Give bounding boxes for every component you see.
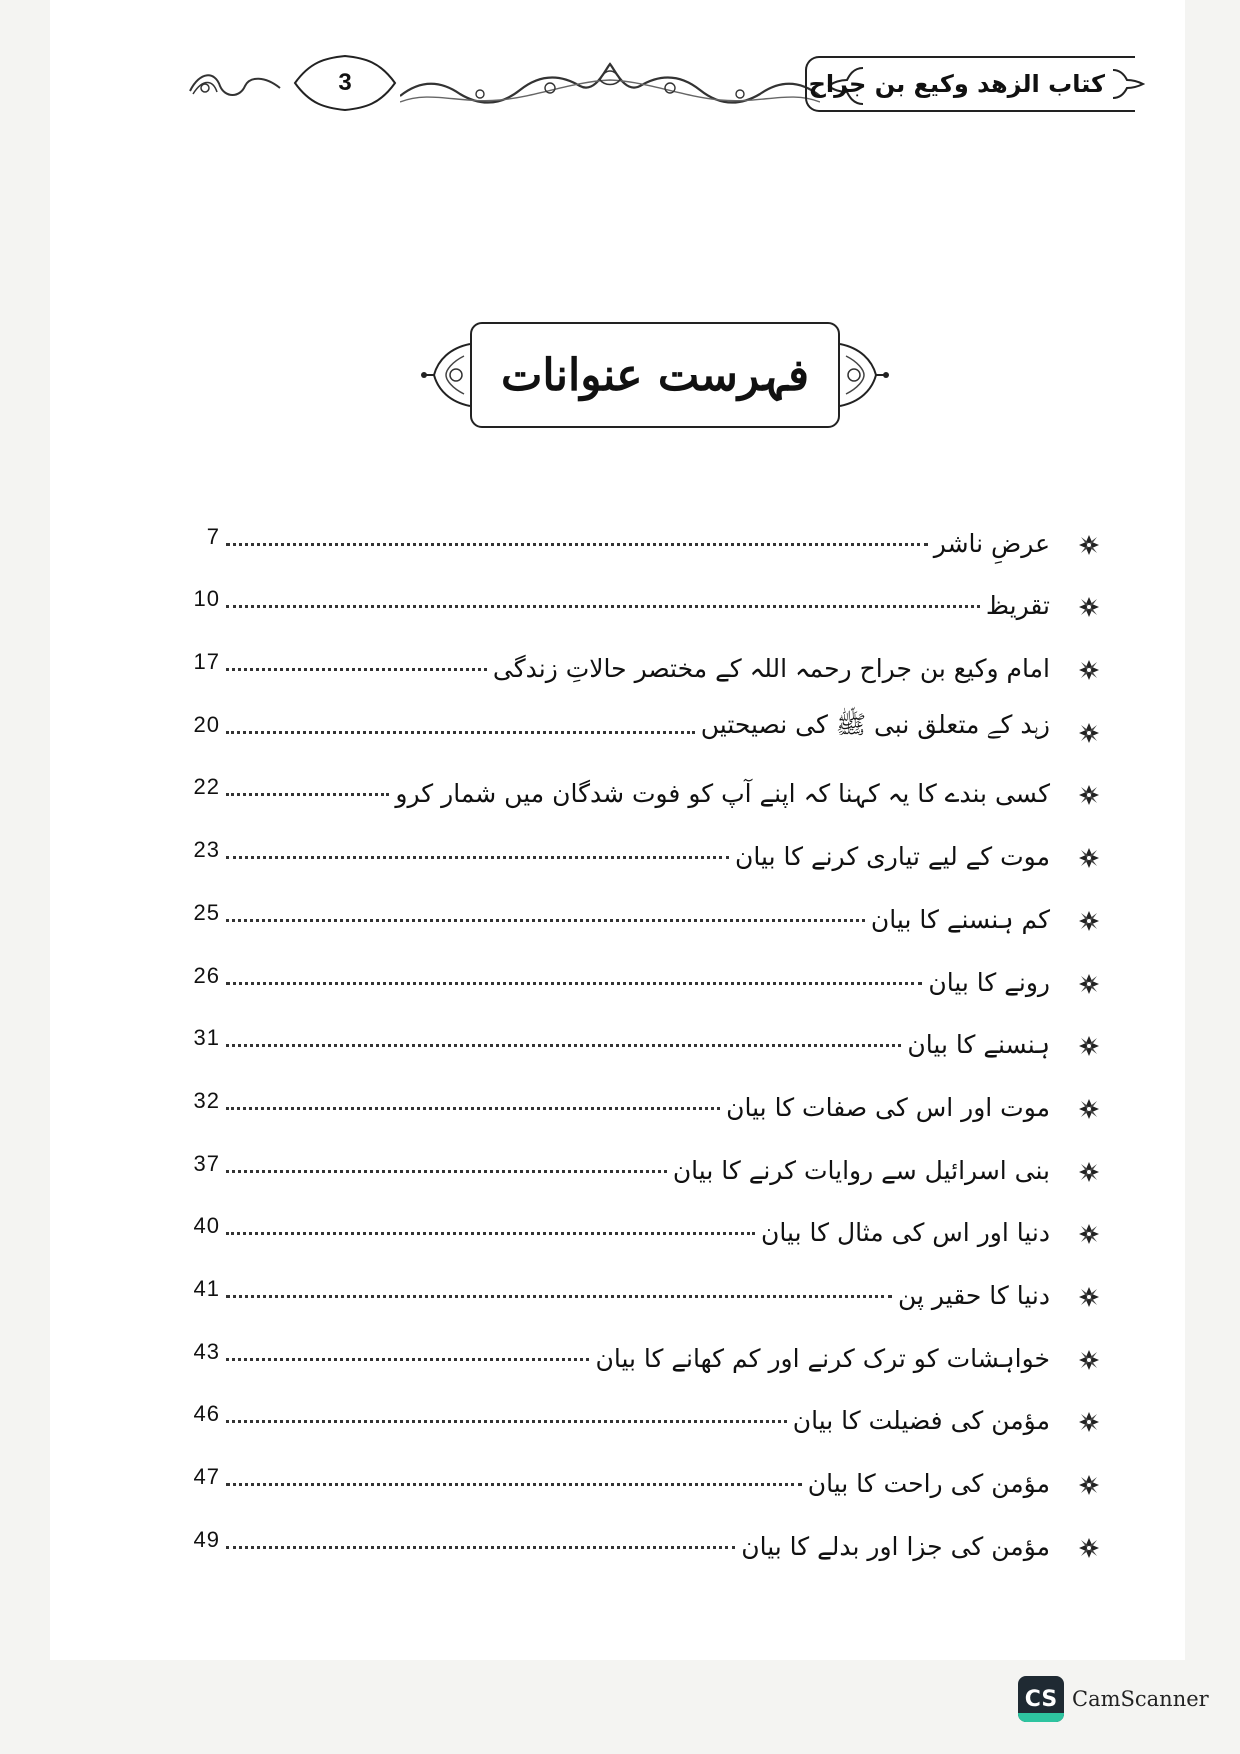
dot-leader [226,1295,892,1298]
camscanner-watermark [1018,1676,1209,1722]
title-frame [470,322,840,428]
toc-page-number: 20 [193,711,220,737]
dot-leader [226,1107,720,1110]
toc-entry-title: موت کے لیے تیاری کرنے کا بیان [735,842,1050,872]
toc-entry-title: بنی اسرائیل سے روایات کرنے کا بیان [672,1155,1050,1185]
toc-entry-title: دنیا اور اس کی مثال کا بیان [761,1218,1050,1248]
toc-entry-title: مؤمن کی راحت کا بیان [807,1469,1050,1498]
toc-page-number: 37 [193,1150,220,1176]
dot-leader [226,1420,787,1423]
toc-entry[interactable] [170,1195,1100,1258]
toc-entry[interactable] [170,1320,1100,1383]
dot-leader [226,919,865,922]
toc-entry[interactable] [170,1445,1100,1508]
toc-entry-title: مؤمن کی فضیلت کا بیان [792,1406,1050,1436]
toc-entry[interactable] [170,693,1100,756]
toc-page-number: 10 [193,586,220,612]
book-title: کتاب الزھد وکیع بن جراح [808,70,1105,98]
toc-entry-title: امام وکیع بن جراح رحمہ اللہ کے مختصر حالاتِ زندگی [492,654,1050,684]
floral-ornament-icon [420,340,472,410]
toc-page-number: 22 [193,774,220,800]
toc-page-number: 7 [206,523,220,549]
toc-entry-title: کم ہنسنے کا بیان [870,904,1050,934]
toc-entry[interactable] [170,1257,1100,1320]
ornamental-star-icon [1078,722,1100,744]
dot-leader [226,731,695,734]
toc-entry-title: کسی بندے کا یہ کہنا کہ اپنے آپ کو فوت شدگان میں شمار کرو [395,779,1050,809]
page-title: فہرست عنوانات [500,349,810,401]
dot-leader [226,1044,901,1047]
toc-page-number: 17 [193,649,220,675]
camscanner-label: CamScanner [1072,1687,1209,1711]
ornamental-star-icon [1078,1161,1100,1183]
toc-entry[interactable] [170,630,1100,693]
toc-entry-title: خواہشات کو ترک کرنے اور کم کھانے کا بیان [595,1343,1050,1373]
dot-leader [226,793,389,796]
dot-leader [226,543,928,546]
toc-page-number: 41 [193,1275,220,1301]
toc-entry-title: مؤمن کی جزا اور بدلے کا بیان [741,1531,1050,1561]
book-title-frame [805,56,1135,112]
toc-entry[interactable] [170,1383,1100,1446]
camscanner-logo-icon: CS [1018,1676,1064,1722]
page-header [185,52,1135,122]
toc-entry[interactable] [170,505,1100,568]
ornamental-star-icon [1078,973,1100,995]
ornamental-star-icon [1078,1474,1100,1496]
page-number-cartouche [285,52,405,114]
ornamental-star-icon [1078,1098,1100,1120]
dot-leader [226,1483,802,1486]
toc-title-cartouche [420,322,890,432]
ornamental-star-icon [1078,1537,1100,1559]
toc-entry[interactable] [170,1007,1100,1070]
toc-entry[interactable] [170,944,1100,1007]
dot-leader [226,1546,735,1549]
ornamental-star-icon [1078,1223,1100,1245]
dot-leader [226,856,729,859]
ornamental-star-icon [1078,1286,1100,1308]
toc-page-number: 26 [193,962,220,988]
toc-entry[interactable] [170,568,1100,631]
toc-entry[interactable] [170,818,1100,881]
arabesque-ornament-icon [400,60,820,112]
ornamental-star-icon [1078,784,1100,806]
dot-leader [226,1170,667,1173]
toc-entry-title: رونے کا بیان [928,967,1050,997]
floral-ornament-icon [838,340,890,410]
ornamental-star-icon [1078,1035,1100,1057]
toc-page-number: 46 [193,1401,220,1427]
ornamental-star-icon [1078,659,1100,681]
toc-entry-title: دنیا کا حقیر پن [897,1280,1050,1310]
toc-entry-title: زہد کے متعلق نبی ﷺ کی نصیحتیں [700,709,1050,739]
dot-leader [226,668,487,671]
toc-entry[interactable] [170,881,1100,944]
toc-entry-title: موت اور اس کی صفات کا بیان [726,1092,1050,1122]
toc-page-number: 49 [193,1526,220,1552]
toc-page-number: 23 [193,837,220,863]
ornamental-star-icon [1078,596,1100,618]
toc-page-number: 31 [193,1025,220,1051]
toc-entry[interactable] [170,1508,1100,1571]
dot-leader [226,982,922,985]
toc-entry-title: تقریظ [985,591,1050,621]
ornamental-star-icon [1078,1349,1100,1371]
toc-page-number: 40 [193,1213,220,1239]
toc-page-number: 47 [193,1464,220,1489]
dot-leader [226,605,980,608]
dot-leader [226,1232,755,1235]
toc-page-number: 32 [193,1087,220,1113]
toc-entry[interactable] [170,1132,1100,1195]
ornamental-star-icon [1078,910,1100,932]
dot-leader [226,1358,589,1361]
ornamental-star-icon [1078,1411,1100,1433]
toc-entry-title: عرضِ ناشر [933,528,1050,558]
ornament-bracket-icon [1111,66,1145,102]
toc-entry-title: ہنسنے کا بیان [907,1030,1050,1060]
page-number: 3 [338,69,352,96]
toc-entry[interactable] [170,1069,1100,1132]
ornamental-star-icon [1078,847,1100,869]
floral-ornament-icon [185,66,285,106]
table-of-contents [170,505,1100,1571]
toc-entry[interactable] [170,756,1100,819]
toc-page-number: 25 [193,899,220,925]
toc-page-number: 43 [193,1338,220,1364]
ornamental-star-icon [1078,534,1100,556]
